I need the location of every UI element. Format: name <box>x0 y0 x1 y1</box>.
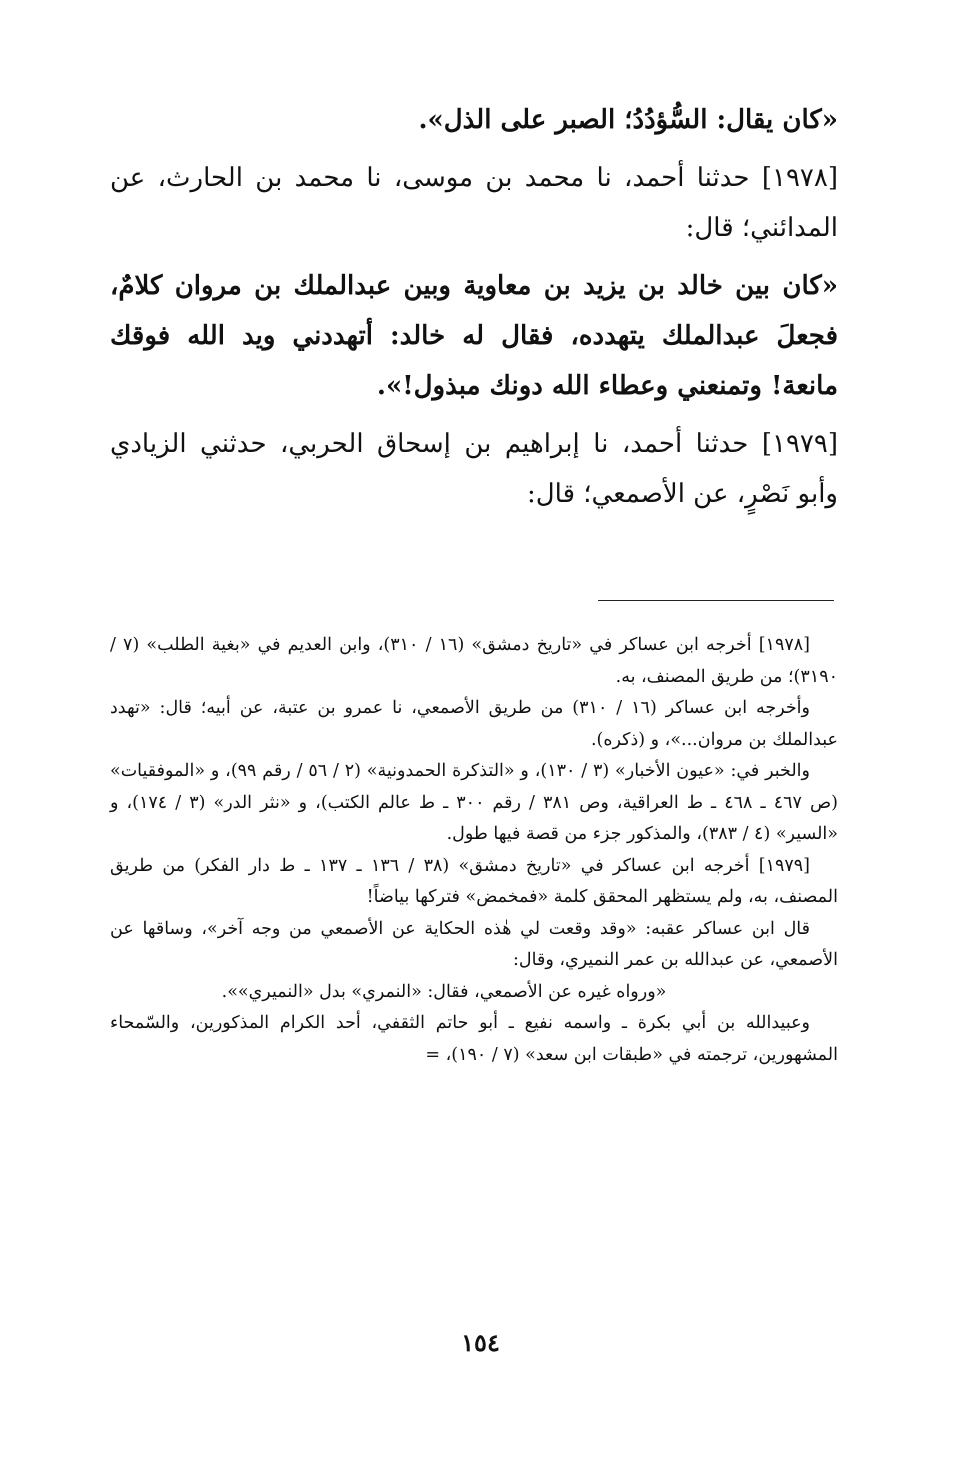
footnote-1978-extra: وأخرجه ابن عساكر (١٦ / ٣١٠) من طريق الأصمعي، نا عمرو بن عتبة، عن أبيه؛ قال: «تهدد عبدالملك بن مروان...»، و (ذكره). <box>110 698 838 750</box>
hadith-1978-chain: [١٩٧٨] حدثنا أحمد، نا محمد بن موسى، نا محمد بن الحارث، عن المدائني؛ قال: <box>110 163 838 243</box>
quote-paragraph-1: «كان يقال: السُّؤدُدُ؛ الصبر على الذل». <box>418 105 838 135</box>
page-number: ١٥٤ <box>461 1328 500 1357</box>
footnote-1978: [١٩٧٨] أخرجه ابن عساكر في «تاريخ دمشق» (١٦ / ٣١٠)، وابن العديم في «بغية الطلب» (٧ / ٣١٩٠)؛ من طريق المصنف، به. <box>110 635 838 687</box>
quote-paragraph-2: «كان بين خالد بن يزيد بن معاوية وبين عبدالملك بن مروان كلامٌ، فجعلَ عبدالملك يتهدده، فقال له خالد: أتهددني ويد الله فوقك مانعة! وتمنعني وعطاء الله دونك مبذول!». <box>110 271 838 401</box>
footnote-1979-comment: قال ابن عساكر عقبه: «وقد وقعت لي هٰذه الحكاية عن الأصمعي من وجه آخر»، وساقها عن الأصمعي، عن عبدالله بن عمر النميري، وقال: <box>110 918 838 970</box>
main-text <box>110 95 838 519</box>
footnote-biography: وعبيدالله بن أبي بكرة ـ واسمه نفيع ـ أبو حاتم الثقفي، أحد الكرام المذكورين، والسّمحاء المشهورين، ترجمته في «طبقات ابن سعد» (٧ / ١٩٠)، = <box>110 1013 838 1065</box>
footnotes <box>110 630 838 1071</box>
footnote-1979-quote: «ورواه غيره عن الأصمعي، فقال: «النمري» بدل «النميري»». <box>221 981 667 1002</box>
footnote-1979: [١٩٧٩] أخرجه ابن عساكر في «تاريخ دمشق» (٣٨ / ١٣٦ ـ ١٣٧ ـ ط دار الفكر) من طريق المصنف، به، ولم يستظهر المحقق كلمة «فمخمض» فتركها بياضاً! <box>110 855 838 907</box>
hadith-1979-chain: [١٩٧٩] حدثنا أحمد، نا إبراهيم بن إسحاق الحربي، حدثني الزيادي وأبو نَصْرٍ، عن الأصمعي؛ قال: <box>110 429 838 509</box>
footnote-1978-sources: والخبر في: «عيون الأخبار» (٣ / ١٣٠)، و «التذكرة الحمدونية» (٢ / ٥٦ / رقم ٩٩)، و «الموفقيات» (ص ٤٦٧ ـ ٤٦٨ ـ ط العراقية، وص ٣٨١ / رقم ٣٠٠ ـ ط عالم الكتب)، و «نثر الدر» (٣ / ١٧٤)، و «السير» (٤ / ٣٨٣)، والمذكور جزء من قصة فيها طول. <box>110 761 838 844</box>
footnote-separator <box>598 600 834 601</box>
